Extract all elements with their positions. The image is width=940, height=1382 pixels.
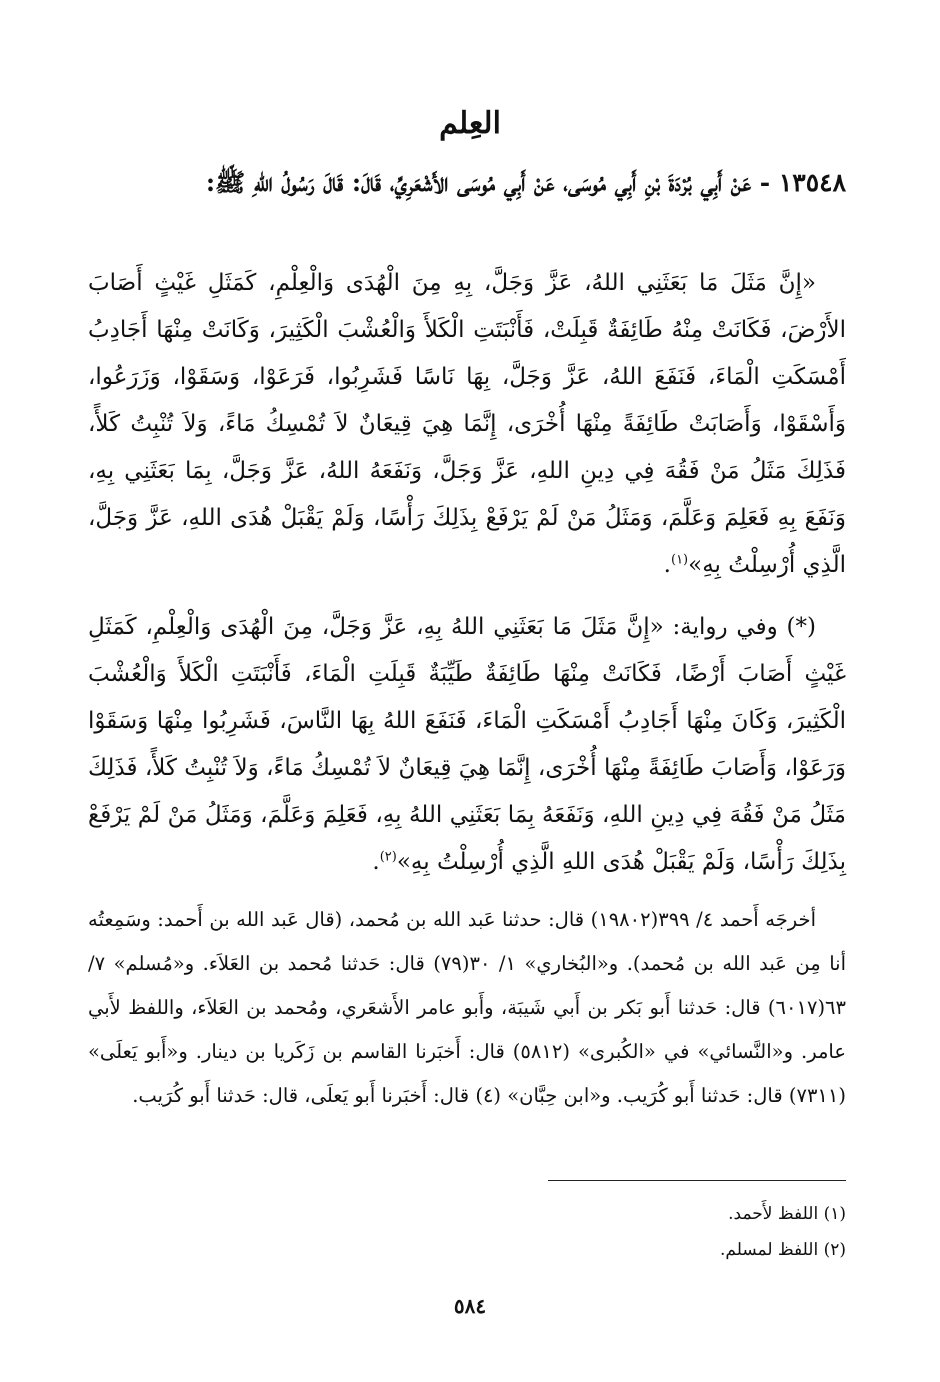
takhrij-paragraph: أخرجَه أَحمد ٤/ ٣٩٩(١٩٨٠٢) قال: حدثنا عَبد الله بن مُحمد، (قال عَبد الله بن أَحمد: وسَمِعتُه أنا مِن عَبد الله بن مُحمد). و«البُخاري» ١/ ٣٠(٧٩) قال: حَدثنا مُحمد بن العَلاَء. و«مُسلم» ٧/ ٦٣(٦٠١٧) قال: حَدثنا أَبو بَكر بن أَبي شَيبَة، وأَبو عامر الأَشعَري، ومُحمد بن العَلاَء، واللفظ لأَبي عامر. و«النَّسائي» في «الكُبرى» (٥٨١٢) قال: أَخبَرنا القاسم بن زَكَريا بن دينار. و«أَبو يَعلَى» (٧٣١١) قال: حَدثنا أَبو كُرَيب. و«ابن حِبَّان» (٤) قال: أَخبَرنا أَبو يَعلَى، قال: حَدثنا أَبو كُرَيب. (88, 908, 847, 1107)
footnote-2: (٢) اللفظ لمسلم. (719, 1240, 846, 1260)
hadith-main-end: . (663, 552, 671, 578)
footnote-1: (١) اللفظ لأَحمد. (728, 1204, 846, 1224)
hadith-variant-text (88, 604, 846, 886)
hadith-variant-body: (*) وفي رواية: «إِنَّ مَثَلَ مَا بَعَثَنِي اللهُ بِهِ، عَزَّ وَجَلَّ، مِنَ الْهُدَى وَالْعِلْمِ، كَمَثَلِ غَيْثٍ أَصَابَ أَرْضًا، فَكَانَتْ مِنْهَا طَائِفَةٌ طَيِّبَةٌ قَبِلَتِ الْمَاءَ، فَأَنْبَتَتِ الْكَلأَ وَالْعُشْبَ الْكَثِيرَ، وَكَانَ مِنْهَا أَجَادِبُ أَمْسَكَتِ الْمَاءَ، فَنَفَعَ اللهُ بِهَا النَّاسَ، فَشَرِبُوا مِنْهَا وَسَقَوْا وَرَعَوْا، وَأَصَابَ طَائِفَةً مِنْهَا أُخْرَى، إِنَّمَا هِيَ قِيعَانٌ لاَ تُمْسِكُ مَاءً، وَلاَ تُنْبِتُ كَلأً، فَذَلِكَ مَثَلُ مَنْ فَقُهَ فِي دِينِ اللهِ، وَنَفَعَهُ بِمَا بَعَثَنِي اللهُ بِهِ، فَعَلِمَ وَعَلَّمَ، وَمَثَلُ مَنْ لَمْ يَرْفَعْ بِذَلِكَ رَأْسًا، وَلَمْ يَقْبَلْ هُدَى اللهِ الَّذِي أُرْسِلْتُ بِهِ» (88, 614, 846, 875)
hadith-variant-end: . (372, 849, 380, 875)
footnote-divider (548, 1180, 846, 1181)
hadith-main-body: «إِنَّ مَثَلَ مَا بَعَثَنِي اللهُ، عَزَّ وَجَلَّ، بِهِ مِنَ الْهُدَى وَالْعِلْمِ، كَمَثَلِ غَيْثٍ أَصَابَ الأَرْضَ، فَكَانَتْ مِنْهُ طَائِفَةٌ قَبِلَتْ، فَأَنْبَتَتِ الْكَلأَ وَالْعُشْبَ الْكَثِيرَ، وَكَانَتْ مِنْهَا أَجَادِبُ أَمْسَكَتِ الْمَاءَ، فَنَفَعَ اللهُ، عَزَّ وَجَلَّ، بِهَا نَاسًا فَشَرِبُوا، فَرَعَوْا، وَسَقَوْا، وَزَرَعُوا، وَأَسْقَوْا، وَأَصَابَتْ طَائِفَةً مِنْهَا أُخْرَى، إِنَّمَا هِيَ قِيعَانٌ لاَ تُمْسِكُ مَاءً، وَلاَ تُنْبِتُ كَلأً، فَذَلِكَ مَثَلُ مَنْ فَقُهَ فِي دِينِ اللهِ، عَزَّ وَجَلَّ، وَنَفَعَهُ اللهُ، عَزَّ وَجَلَّ، بِمَا بَعَثَنِي بِهِ، وَنَفَعَ بِهِ فَعَلِمَ وَعَلَّمَ، وَمَثَلُ مَنْ لَمْ يَرْفَعْ بِذَلِكَ رَأْسًا، وَلَمْ يَقْبَلْ هُدَى اللهِ، عَزَّ وَجَلَّ، الَّذِي أُرْسِلْتُ بِهِ» (88, 270, 846, 578)
footnote-ref-2: (٢) (379, 849, 397, 865)
footnotes-list (88, 1196, 846, 1268)
page-number: ٥٨٤ (453, 1294, 487, 1318)
hadith-main-text (88, 260, 846, 589)
footnote-ref-1: (١) (670, 552, 689, 568)
chapter-title: العِلم (439, 106, 501, 141)
hadith-number-and-isnad: ١٣٥٤٨ - عَنْ أَبِي بُرْدَةَ بْنِ أَبِي مُوسَى، عَنْ أَبِي مُوسَى الأَشْعَرِيِّ، قَالَ: قَالَ رَسُولُ اللهِ ﷺ: (205, 168, 846, 197)
